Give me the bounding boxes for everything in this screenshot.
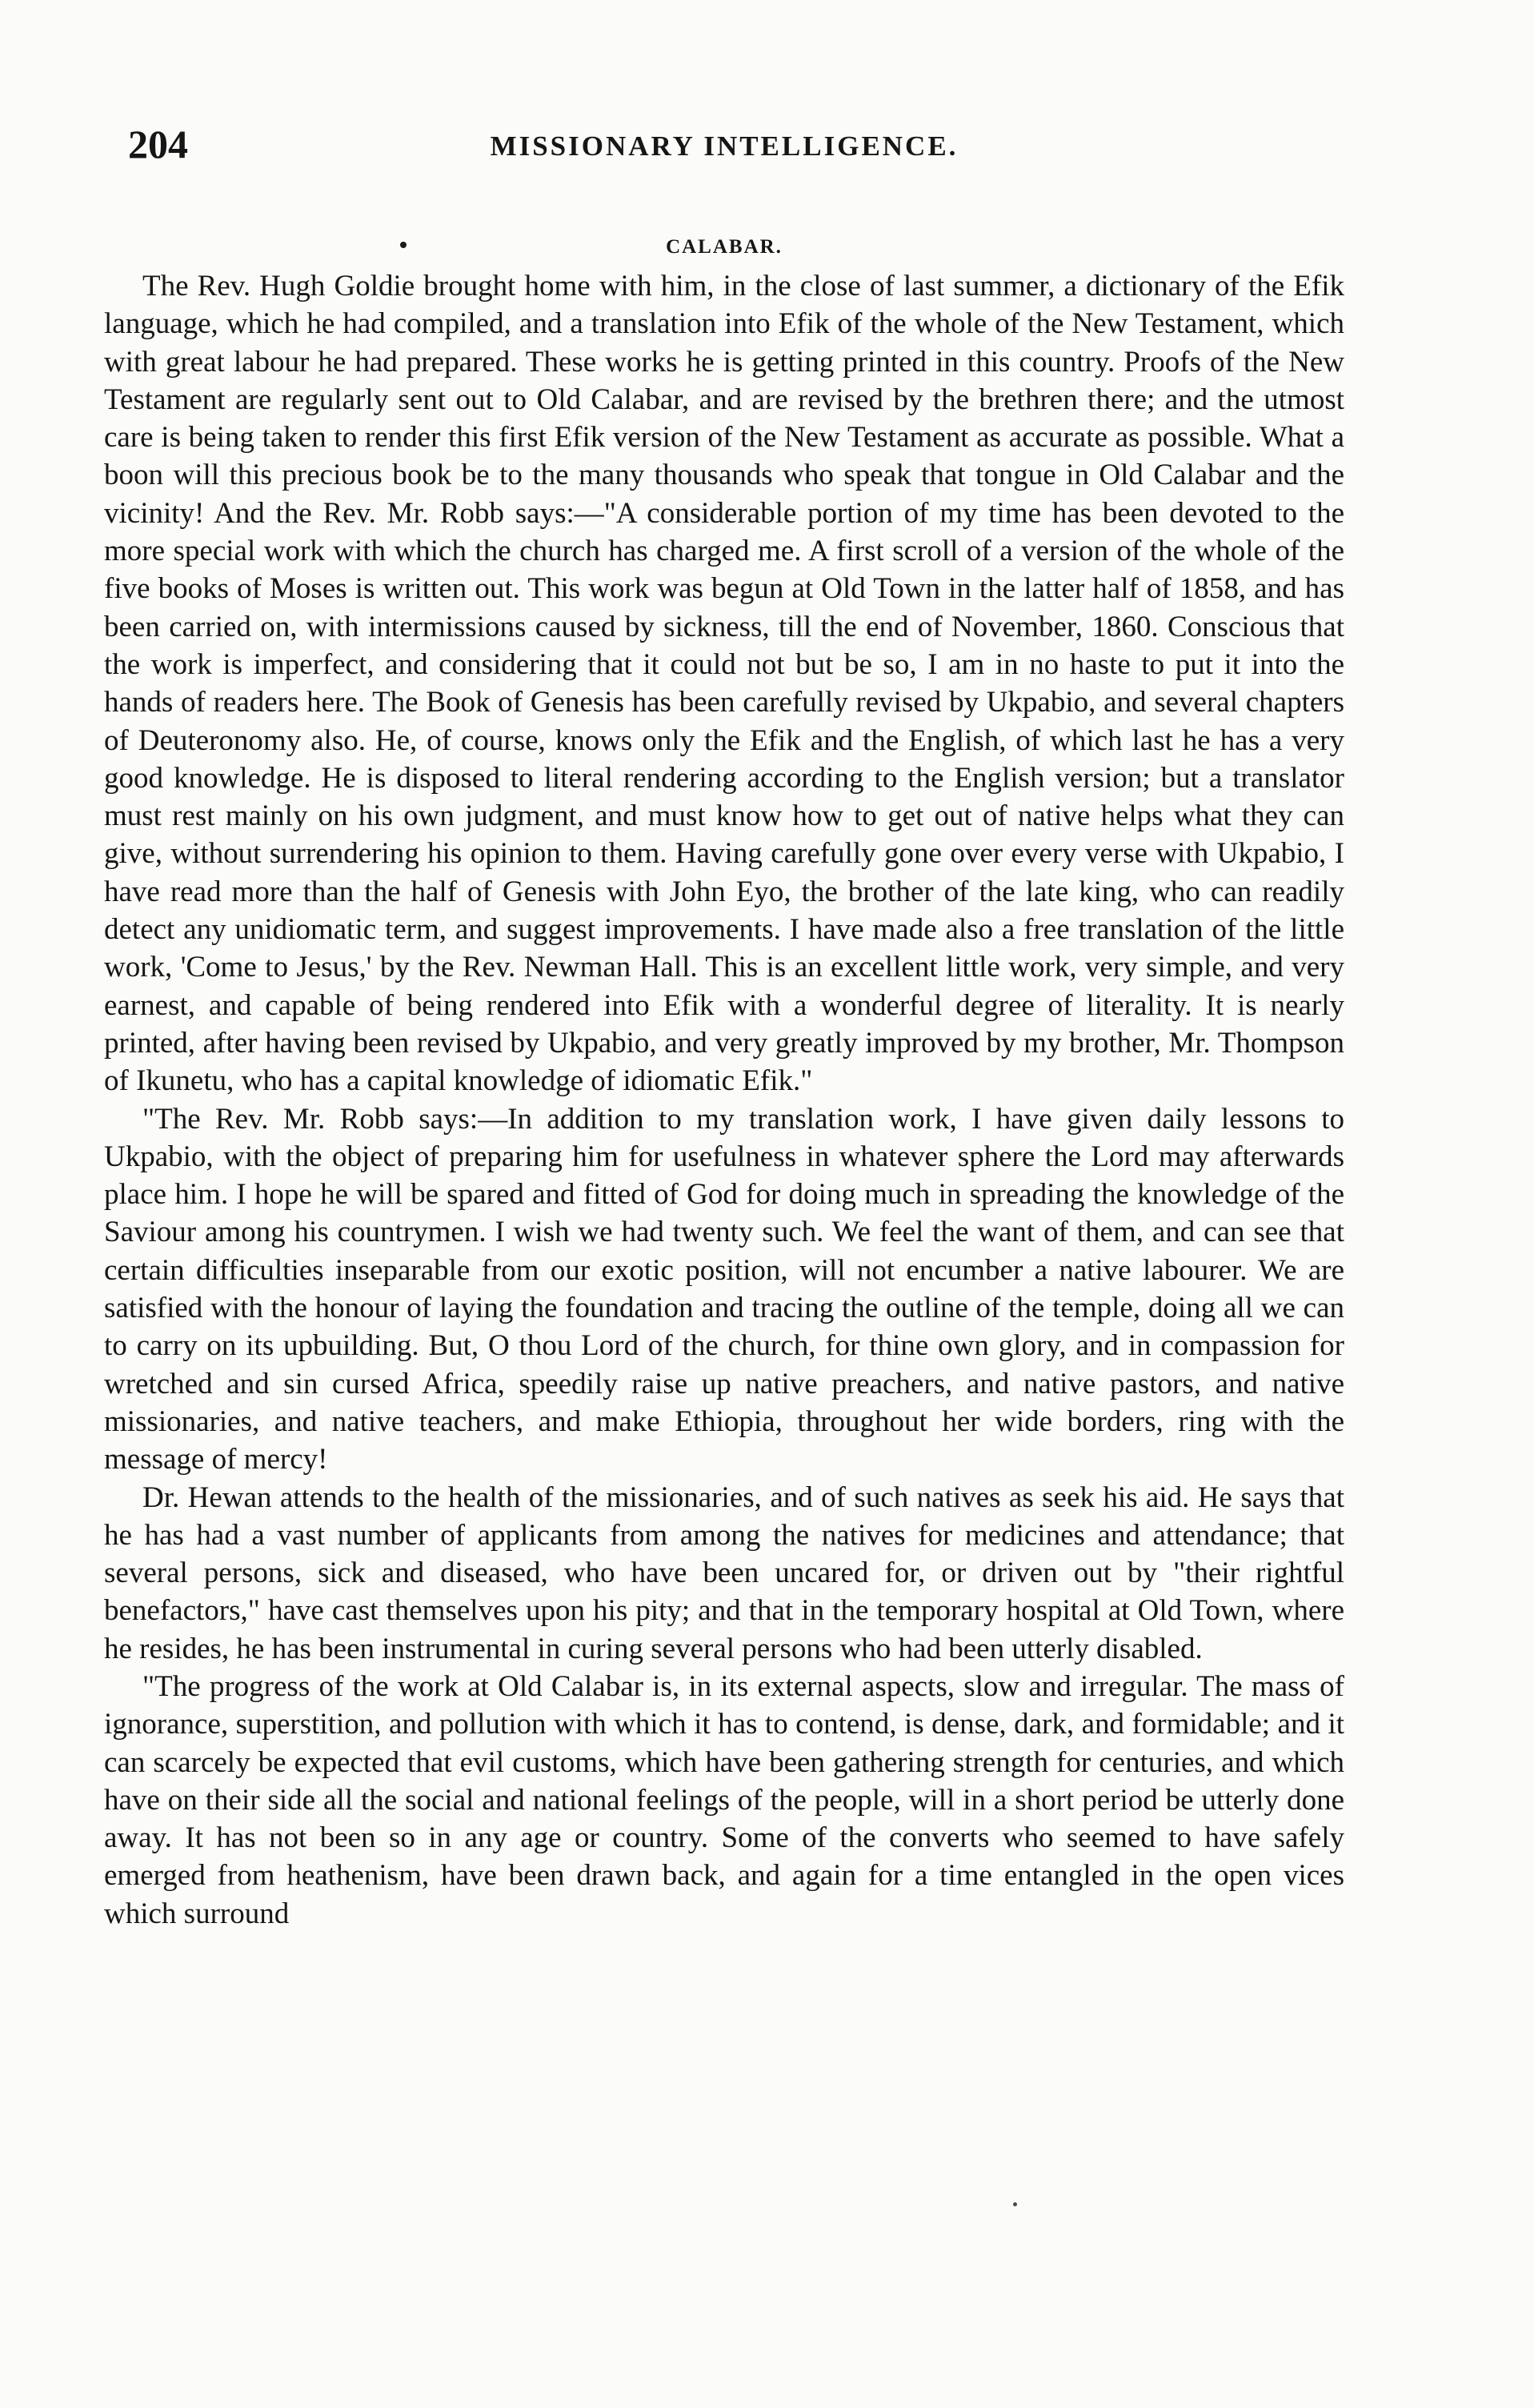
- running-head: MISSIONARY INTELLIGENCE.: [490, 130, 959, 162]
- page-number: 204: [128, 122, 188, 166]
- print-speck: [400, 242, 407, 248]
- print-speck: [1013, 2202, 1017, 2206]
- paragraph: "The progress of the work at Old Calabar is, in its external aspects, slow and irregular. The mass of ignorance, superstition, and pollution with which it has to contend, is dense, dark, and formidable; and it can scarcely be expected that evil customs, which have been gathering strength for centuries, and which have on their side all the social and national feelings of the people, will in a short period be utterly done away. It has not been so in any age or country. Some of the converts who seemed to have safely emerged from heathenism, have been drawn back, and again for a time entangled in the open vices which surround: [104, 1669, 1344, 1930]
- document-page: [104, 120, 1344, 2345]
- paragraph: "The Rev. Mr. Robb says:—In addition to my translation work, I have given daily lessons to Ukpabio, with the object of preparing him for usefulness in whatever sphere the Lord may afterwards place him. I hope he will be spared and fitted of God for doing much in spreading the knowledge of the Saviour among his countrymen. I wish we had twenty such. We feel the want of them, and can see that certain difficulties inseparable from our exotic position, will not encumber a native labourer. We are satisfied with the honour of laying the foundation and tracing the outline of the temple, doing all we can to carry on its upbuilding. But, O thou Lord of the church, for thine own glory, and in compassion for wretched and sin cursed Africa, speedily raise up native preachers, and native pastors, and native missionaries, and native teachers, and make Ethiopia, throughout her wide borders, ring with the message of mercy!: [104, 1102, 1344, 1476]
- section-title: CALABAR.: [666, 236, 783, 258]
- paragraph: Dr. Hewan attends to the health of the missionaries, and of such natives as seek his aid. He says that he has had a vast number of applicants from among the natives for medicines and attendance; that several persons, sick and diseased, who have been uncared for, or driven out by "their rightful benefactors," have cast themselves upon his pity; and that in the temporary hospital at Old Town, where he resides, he has been instrumental in curing several persons who had been utterly disabled.: [104, 1480, 1344, 1665]
- article-body: [104, 267, 1344, 1933]
- page-header: [104, 120, 1344, 184]
- paragraph: The Rev. Hugh Goldie brought home with him, in the close of last summer, a dictionary of the Efik language, which he had compiled, and a translation into Efik of the whole of the New Testament, which with great labour he had prepared. These works he is getting printed in this country. Proofs of the New Testament are regularly sent out to Old Calabar, and are revised by the brethren there; and the utmost care is being taken to render this first Efik version of the New Testament as accurate as possible. What a boon will this precious book be to the many thousands who speak that tongue in Old Calabar and the vicinity! And the Rev. Mr. Robb says:—"A considerable portion of my time has been devoted to the more special work with which the church has charged me. A first scroll of a version of the whole of the five books of Moses is written out. This work was begun at Old Town in the latter half of 1858, and has been carried on, with intermissions caused by sickness, till the end of November, 1860. Conscious that the work is imperfect, and considering that it could not but be so, I am in no haste to put it into the hands of readers here. The Book of Genesis has been carefully revised by Ukpabio, and several chapters of Deuteronomy also. He, of course, knows only the Efik and the English, of which last he has a very good knowledge. He is disposed to literal rendering according to the English version; but a translator must rest mainly on his own judgment, and must know how to get out of native helps what they can give, without surrendering his opinion to them. Having carefully gone over every verse with Ukpabio, I have read more than the half of Genesis with John Eyo, the brother of the late king, who can readily detect any unidiomatic term, and suggest improvements. I have made also a free translation of the little work, 'Come to Jesus,' by the Rev. Newman Hall. This is an excellent little work, very simple, and very earnest, and capable of being rendered into Efik with a wonderful degree of literality. It is nearly printed, after having been revised by Ukpabio, and very greatly improved by my brother, Mr. Thompson of Ikunetu, who has a capital knowledge of idiomatic Efik.": [104, 270, 1344, 1098]
